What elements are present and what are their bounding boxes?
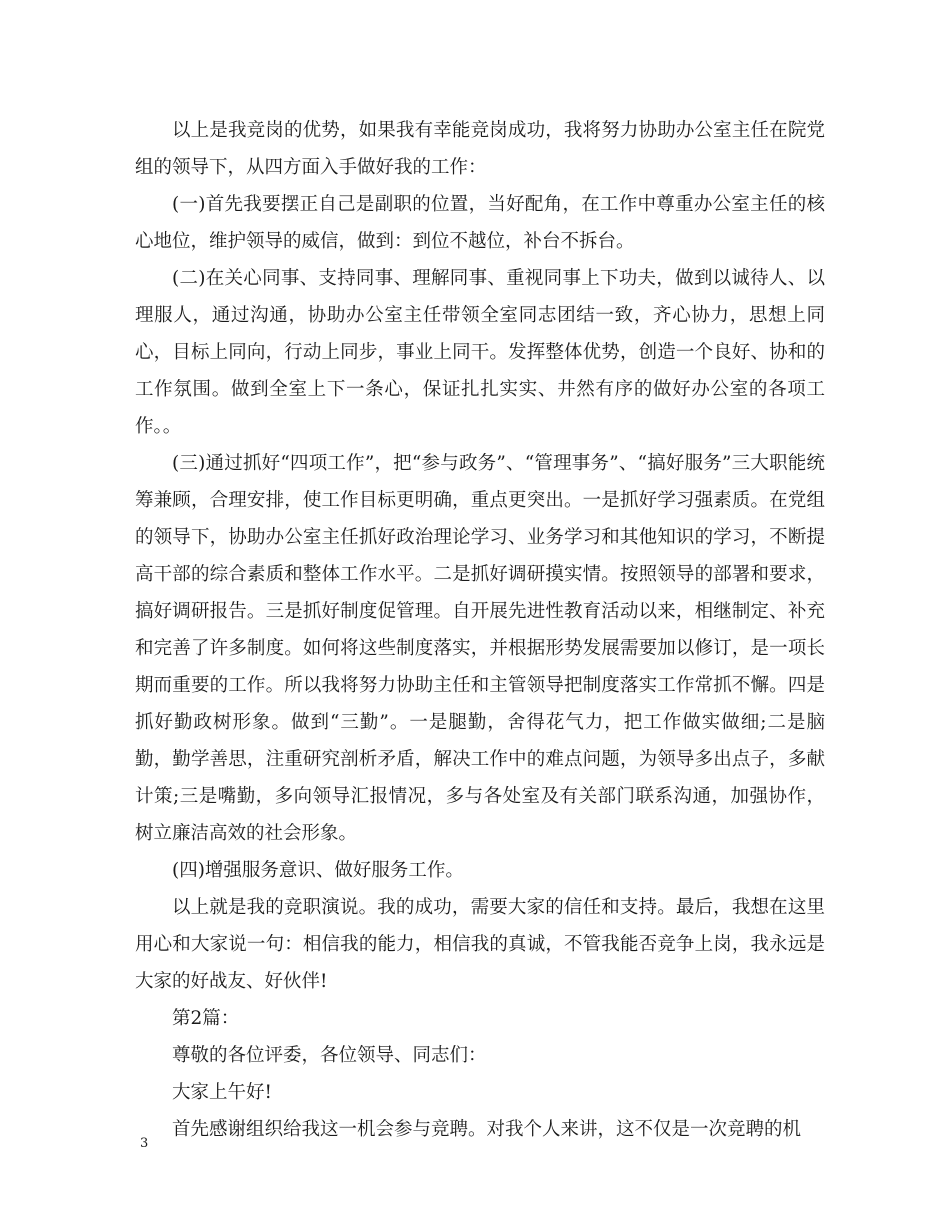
paragraph-salutation: 尊敬的各位评委，各位领导、同志们：: [172, 1045, 487, 1066]
document-body: [135, 112, 825, 1148]
section-heading-part-2: 第2篇：: [172, 1008, 240, 1029]
paragraph-greeting: 大家上午好!: [172, 1082, 272, 1103]
paragraph-point-four: (四)增强服务意识、做好服务工作。: [172, 860, 464, 881]
page-number: 3: [140, 1136, 149, 1151]
paragraph-advantages-summary: 以上是我竞岗的优势，如果我有幸能竞岗成功，我将努力协助办公室主任在院党组的领导下，从四方面入手做好我的工作：: [135, 120, 825, 178]
paragraph-opening: 首先感谢组织给我这一机会参与竞聘。对我个人来讲，这不仅是一次竞聘的机: [172, 1119, 802, 1140]
paragraph-point-three: (三)通过抓好“四项工作”，把“参与政务”、“管理事务”、“搞好服务”三大职能统筹兼顾，合理安排，使工作目标更明确，重点更突出。一是抓好学习强素质。在党组的领导下，协助办公室主任抓好政治理论学习、业务学习和其他知识的学习，不断提高干部的综合素质和整体工作水平。二是抓好调研摸实情。按照领导的部署和要求，搞好调研报告。三是抓好制度促管理。自开展先进性教育活动以来，相继制定、补充和完善了许多制度。如何将这些制度落实，并根据形势发展需要加以修订，是一项长期而重要的工作。所以我将努力协助主任和主管领导把制度落实工作常抓不懈。四是抓好勤政树形象。做到“三勤”。一是腿勤，舍得花气力，把工作做实做细;二是脑勤，勤学善思，注重研究剖析矛盾，解决工作中的难点问题，为领导多出点子，多献计策;三是嘴勤，多向领导汇报情况，多与各处室及有关部门联系沟通，加强协作，树立廉洁高效的社会形象。: [135, 453, 825, 844]
paragraph-closing: 以上就是我的竞职演说。我的成功，需要大家的信任和支持。最后，我想在这里用心和大家说一句：相信我的能力，相信我的真诚，不管我能否竞争上岗，我永远是大家的好战友、好伙伴!: [135, 897, 825, 992]
paragraph-point-one: (一)首先我要摆正自己是副职的位置，当好配角，在工作中尊重办公室主任的核心地位，维护领导的威信，做到：到位不越位，补台不拆台。: [135, 194, 825, 252]
paragraph-point-two: (二)在关心同事、支持同事、理解同事、重视同事上下功夫，做到以诚待人、以理服人，通过沟通，协助办公室主任带领全室同志团结一致，齐心协力，思想上同心，目标上同向，行动上同步，事业上同干。发挥整体优势，创造一个良好、协和的工作氛围。做到全室上下一条心，保证扎扎实实、井然有序的做好办公室的各项工作。。: [135, 268, 825, 437]
